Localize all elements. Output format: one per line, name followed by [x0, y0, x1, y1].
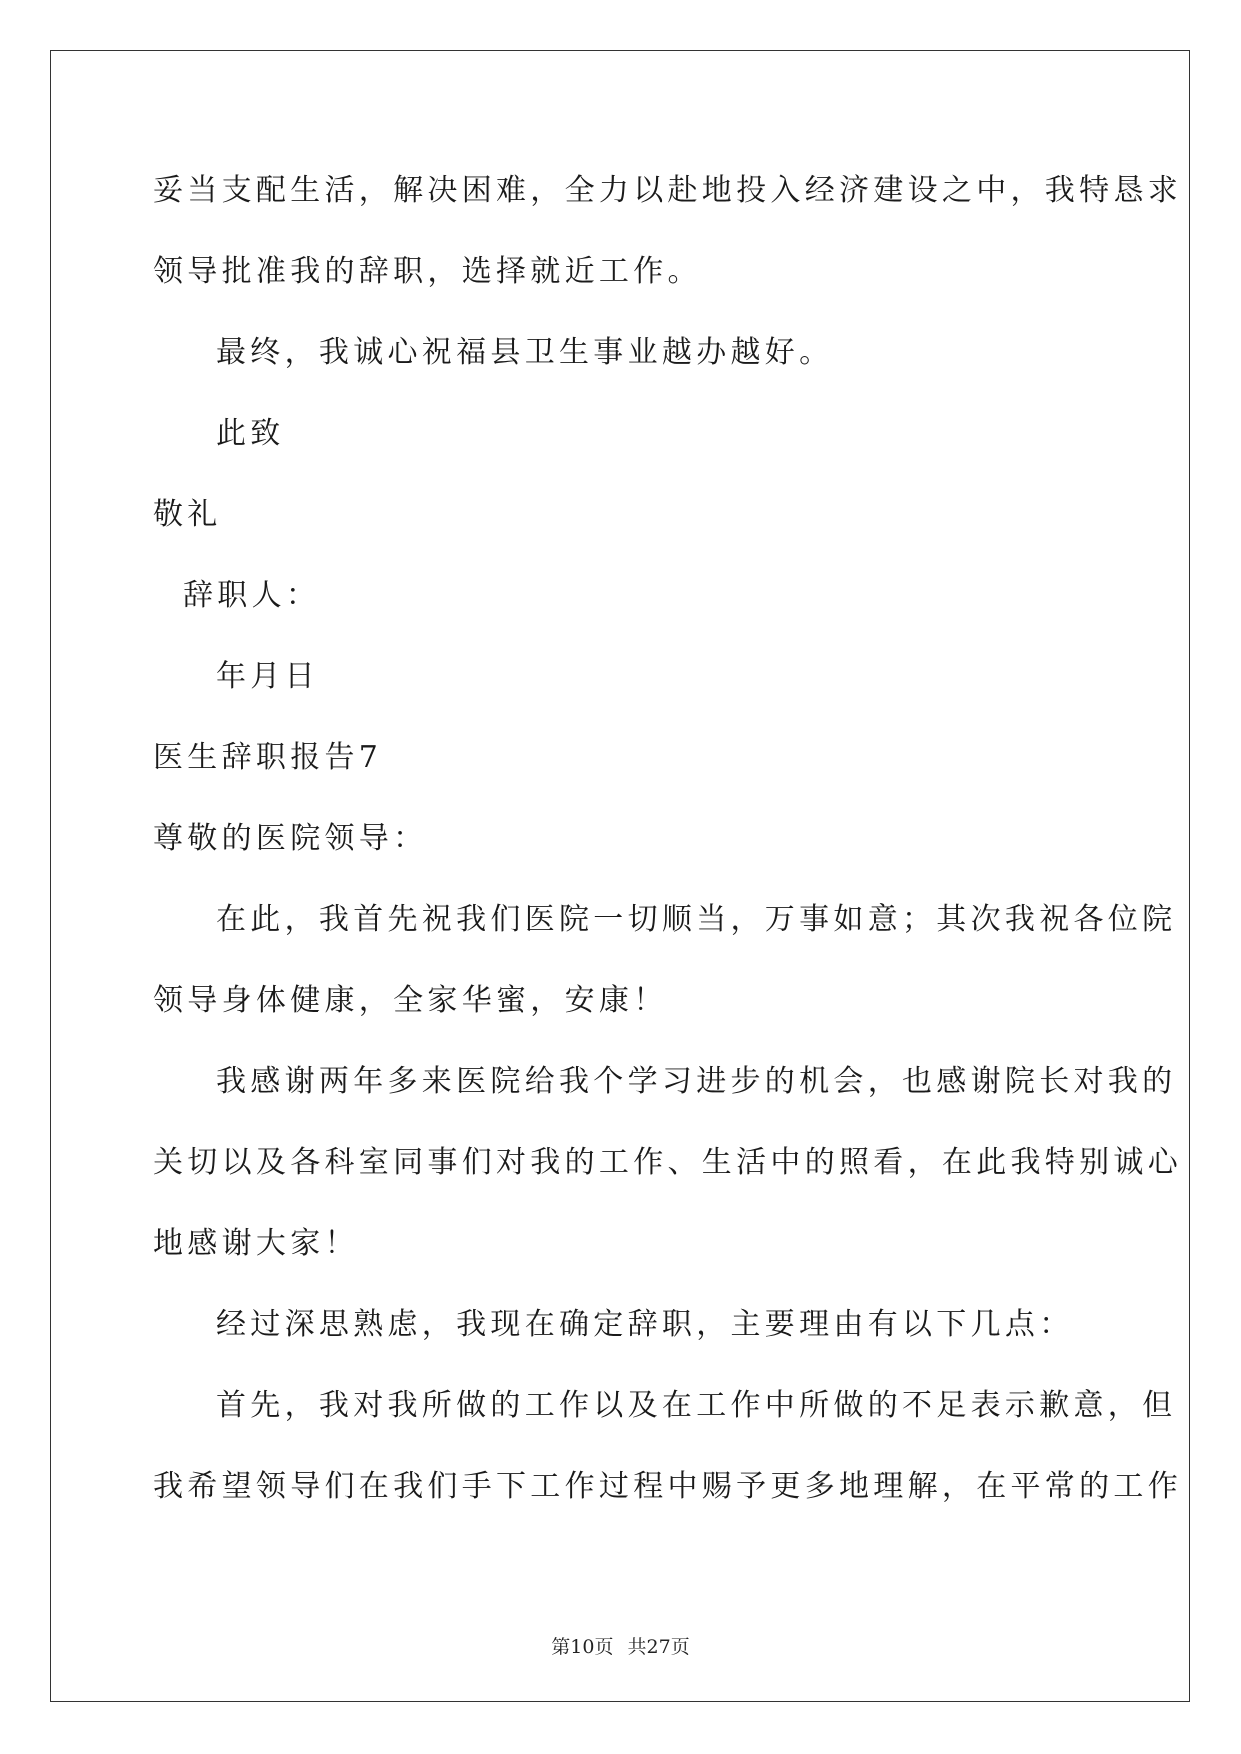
- closing-regards: 敬礼: [153, 497, 222, 532]
- paragraph-line: 在此，我首先祝我们医院一切顺当，万事如意；其次我祝各位院: [216, 902, 1177, 937]
- signature-label: 辞职人：: [183, 578, 321, 613]
- section-title: 医生辞职报告7: [153, 740, 383, 775]
- page-footer: [0, 1635, 1241, 1659]
- total-page-count: 共27页: [627, 1636, 690, 1658]
- paragraph-line: 我感谢两年多来医院给我个学习进步的机会，也感谢院长对我的: [216, 1064, 1177, 1099]
- paragraph-line: 关切以及各科室同事们对我的工作、生活中的照看，在此我特别诚心: [153, 1145, 1182, 1180]
- paragraph-line: 我希望领导们在我们手下工作过程中赐予更多地理解，在平常的工作: [153, 1469, 1182, 1504]
- paragraph-line: 首先，我对我所做的工作以及在工作中所做的不足表示歉意，但: [216, 1388, 1177, 1423]
- date-label: 年月日: [216, 659, 319, 694]
- paragraph-line: 领导批准我的辞职，选择就近工作。: [153, 254, 702, 289]
- paragraph-line: 最终，我诚心祝福县卫生事业越办越好。: [216, 335, 834, 370]
- paragraph-line: 经过深思熟虑，我现在确定辞职，主要理由有以下几点：: [216, 1307, 1074, 1342]
- paragraph-line: 地感谢大家！: [153, 1226, 359, 1261]
- paragraph-line: 妥当支配生活，解决困难，全力以赴地投入经济建设之中，我特恳求: [153, 173, 1182, 208]
- closing-salutation: 此致: [216, 416, 285, 451]
- page-border: [50, 50, 1190, 1702]
- paragraph-line: 领导身体健康，全家华蜜，安康！: [153, 983, 668, 1018]
- current-page-number: 第10页: [551, 1636, 614, 1658]
- letter-greeting: 尊敬的医院领导：: [153, 821, 428, 856]
